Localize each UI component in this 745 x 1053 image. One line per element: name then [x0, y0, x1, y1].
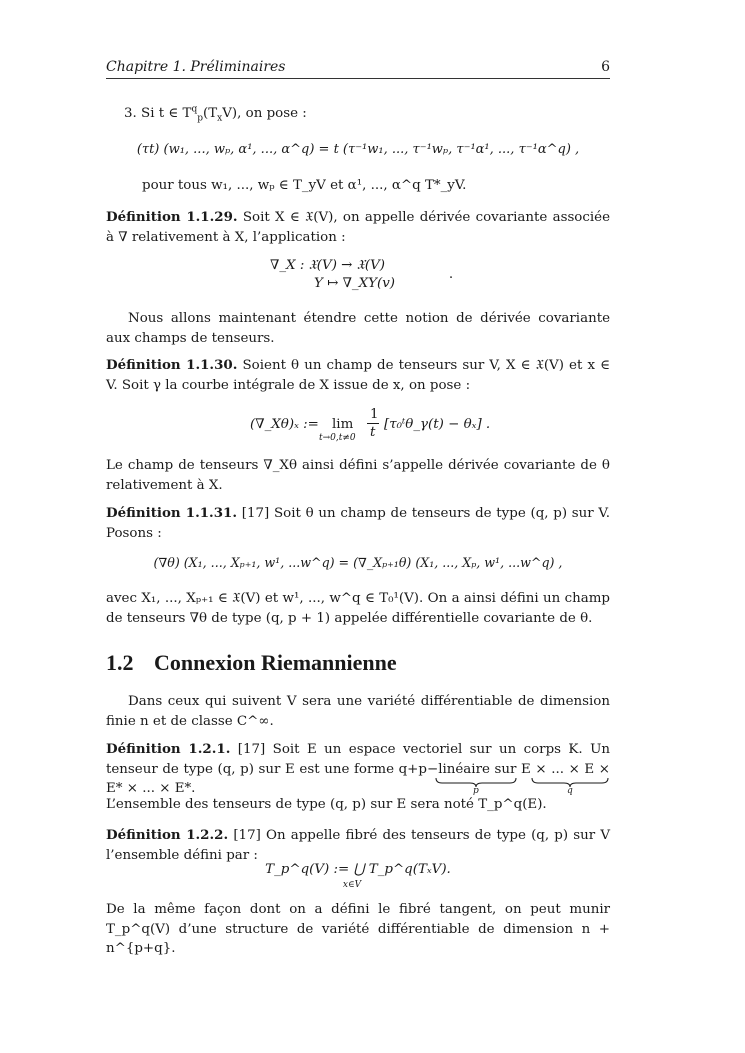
map-end: . [448, 267, 454, 282]
def131-formula: (∇θ) (X₁, ..., Xₚ₊₁, w¹, ...w^q) = (∇_Xₚ₊₁θ) (X₁, ..., Xₚ, w¹, ...w^q) , [153, 555, 563, 570]
brace-label-p: p [473, 786, 479, 796]
item-3-formula: (τt) (w₁, ..., wₚ, α¹, ..., α^q) = t (τ⁻¹w₁, ..., τ⁻¹wₚ, τ⁻¹α¹, ..., τ⁻¹α^q) , [136, 142, 580, 157]
running-header [106, 58, 610, 79]
definition-label: Définition 1.1.30. [106, 357, 238, 373]
formula-frac-num: 1 [370, 407, 379, 422]
definition-1-2-2: Définition 1.2.2. [17] On appelle fibré des tenseurs de type (q, p) sur V l’ensemble défini par : [106, 827, 610, 863]
def121-after: L’ensemble des tenseurs de type (q, p) sur E sera noté T_p^q(E). [106, 797, 547, 812]
def130-after: Le champ de tenseurs ∇_Xθ ainsi défini s’appelle dérivée covariante de θ relativement à X. [106, 458, 610, 493]
def122-formula-sub: x∈V [342, 880, 362, 890]
formula-left: (∇_Xθ)ₓ := [250, 417, 319, 432]
def131-after: avec X₁, ..., Xₚ₊₁ ∈ 𝔛(V) et w¹, ..., w^q ∈ T₀¹(V). On a ainsi défini un champ de tenseurs ∇θ de type (q, p + 1) appelée différentielle covariante de θ. [106, 591, 610, 626]
definition-1-1-31: Définition 1.1.31. [17] Soit θ un champ de tenseurs de type (q, p) sur V. Posons : [106, 505, 610, 541]
definition-1-1-29: Définition 1.1.29. Soit X ∈ 𝔛(V), on appelle dérivée covariante associée à ∇ relativement à X, l’application : [106, 209, 611, 245]
chapter-title: Chapitre 1. Préliminaires [106, 59, 286, 75]
definition-label: Définition 1.1.31. [106, 505, 238, 521]
section-heading [106, 650, 397, 676]
formula-lim: lim [332, 417, 354, 432]
section-title: Connexion Riemannienne [154, 650, 397, 675]
brace-label-q: q [567, 786, 573, 796]
definition-label: Définition 1.1.29. [106, 209, 238, 225]
definition-label: Définition 1.2.2. [106, 827, 229, 843]
def122-formula: T_p^q(V) := ⋃ T_p^q(TₓV). [265, 862, 451, 877]
underbraces [434, 776, 614, 788]
item-3-intro: 3. Si t ∈ $T^q_p(T_xV)$, on pose : [124, 104, 307, 124]
paragraph-tensors: Nous allons maintenant étendre cette notion de dérivée covariante aux champs de tenseurs. [106, 311, 610, 346]
section-number: 1.2 [106, 650, 134, 675]
formula-frac-bar [367, 423, 379, 424]
def122-after: De la même façon dont on a défini le fibré tangent, on peut munir T_p^q(V) d’une structure de variété différentiable de dimension n + n^{p+q}. [106, 902, 610, 956]
item-3-forall: pour tous w₁, ..., wₚ ∈ T_yV et α¹, ..., α^q T*_yV. [142, 178, 467, 193]
formula-lim-sub: t→0,t≠0 [319, 433, 356, 443]
page-number: 6 [601, 59, 610, 75]
definition-1-2-1: Définition 1.2.1. [17] Soit E un espace vectoriel sur un corps K. Un tenseur de type (q, p) sur E est une forme q+p−linéaire sur E × ... × E × E* × ... × E*. [106, 741, 610, 796]
definition-1-1-30: Définition 1.1.30. Soient θ un champ de tenseurs sur V, X ∈ 𝔛(V) et x ∈ V. Soit γ la courbe intégrale de X issue de x, on pose : [106, 357, 610, 393]
map-line-2: Y ↦ ∇_XY(v) [314, 276, 396, 291]
definition-label: Définition 1.2.1. [106, 741, 231, 757]
formula-frac-den: t [370, 425, 376, 440]
paragraph-section: Dans ceux qui suivent V sera une variété différentiable de dimension finie n et de classe C^∞. [106, 694, 610, 729]
formula-right: [τ₀ᵗθ_γ(t) − θₓ] . [384, 417, 491, 432]
map-line-1: ∇_X : 𝔛(V) → 𝔛(V) [270, 258, 385, 273]
